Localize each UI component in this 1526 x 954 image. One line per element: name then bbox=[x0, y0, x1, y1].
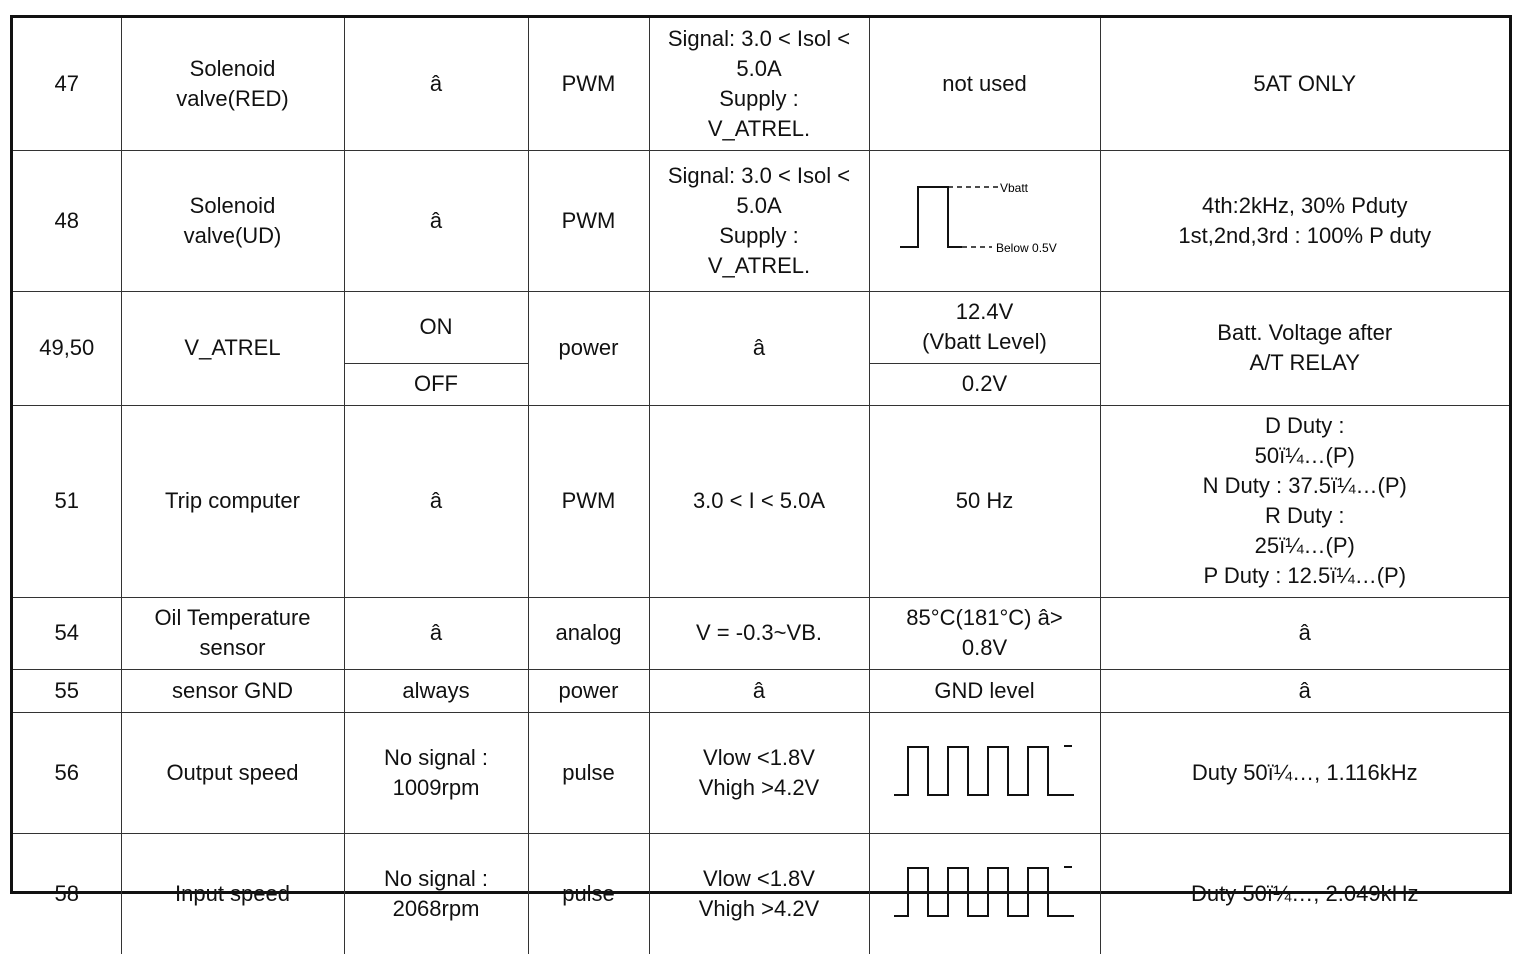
signal-name-cell: Oil Temperature sensor bbox=[121, 597, 344, 669]
pin-cell: 49,50 bbox=[13, 291, 121, 405]
type-cell: pulse bbox=[528, 712, 649, 833]
table-row bbox=[13, 291, 1509, 363]
type-cell: PWM bbox=[528, 150, 649, 291]
remarks-cell: Duty 50ï¼…, 1.116kHz bbox=[1100, 712, 1509, 833]
table-row bbox=[13, 597, 1509, 669]
remarks-cell: D Duty : 50ï¼…(P) N Duty : 37.5ï¼…(P) R Duty : 25ï¼…(P) P Duty : 12.5ï¼…(P) bbox=[1100, 405, 1509, 597]
spec-cell: Vlow <1.8V Vhigh >4.2V bbox=[649, 712, 869, 833]
value-on-cell: 12.4V (Vbatt Level) bbox=[869, 291, 1100, 363]
pwm-waveform-diagram bbox=[890, 181, 1080, 261]
type-cell: power bbox=[528, 291, 649, 405]
condition-cell: No signal : 2068rpm bbox=[344, 833, 528, 954]
condition-cell: â bbox=[344, 150, 528, 291]
remarks-cell: Duty 50ï¼…, 2.049kHz bbox=[1100, 833, 1509, 954]
spec-cell: Vlow <1.8V Vhigh >4.2V bbox=[649, 833, 869, 954]
waveform-cell bbox=[869, 833, 1100, 954]
condition-on-cell: ON bbox=[344, 291, 528, 363]
pin-cell: 56 bbox=[13, 712, 121, 833]
below-label: Below 0.5V bbox=[995, 240, 1057, 255]
signal-name-cell: Input speed bbox=[121, 833, 344, 954]
table-row bbox=[13, 669, 1509, 712]
type-cell: pulse bbox=[528, 833, 649, 954]
signal-name-cell: Trip computer bbox=[121, 405, 344, 597]
type-cell: PWM bbox=[528, 18, 649, 150]
condition-cell: No signal : 1009rpm bbox=[344, 712, 528, 833]
spec-cell: V = -0.3~VB. bbox=[649, 597, 869, 669]
condition-off-cell: OFF bbox=[344, 363, 528, 405]
spec-cell: 3.0 < I < 5.0A bbox=[649, 405, 869, 597]
signal-name-cell: V_ATREL bbox=[121, 291, 344, 405]
signal-name-cell: Output speed bbox=[121, 712, 344, 833]
condition-cell: â bbox=[344, 18, 528, 150]
pwm-waveform-trace bbox=[900, 187, 962, 247]
waveform-cell bbox=[869, 712, 1100, 833]
pulse-waveform-trace bbox=[894, 868, 1074, 916]
condition-cell: â bbox=[344, 597, 528, 669]
remarks-cell: â bbox=[1100, 597, 1509, 669]
type-cell: power bbox=[528, 669, 649, 712]
pin-cell: 51 bbox=[13, 405, 121, 597]
table-row bbox=[13, 833, 1509, 954]
type-cell: PWM bbox=[528, 405, 649, 597]
table-row bbox=[13, 18, 1509, 150]
pin-cell: 58 bbox=[13, 833, 121, 954]
signal-name-cell: Solenoid valve(UD) bbox=[121, 150, 344, 291]
remarks-cell: Batt. Voltage after A/T RELAY bbox=[1100, 291, 1509, 405]
spec-cell: â bbox=[649, 291, 869, 405]
remarks-cell: â bbox=[1100, 669, 1509, 712]
pulse-waveform-diagram bbox=[890, 743, 1080, 803]
value-cell: 50 Hz bbox=[869, 405, 1100, 597]
value-cell: not used bbox=[869, 18, 1100, 150]
remarks-cell: 5AT ONLY bbox=[1100, 18, 1509, 150]
condition-cell: â bbox=[344, 405, 528, 597]
value-cell: 85°C(181°C) â> 0.8V bbox=[869, 597, 1100, 669]
remarks-cell: 4th:2kHz, 30% Pduty 1st,2nd,3rd : 100% P duty bbox=[1100, 150, 1509, 291]
pulse-waveform-trace bbox=[894, 747, 1074, 795]
table-row bbox=[13, 712, 1509, 833]
value-cell: GND level bbox=[869, 669, 1100, 712]
pin-cell: 48 bbox=[13, 150, 121, 291]
signal-name-cell: Solenoid valve(RED) bbox=[121, 18, 344, 150]
spec-cell: â bbox=[649, 669, 869, 712]
table-row bbox=[13, 405, 1509, 597]
waveform-cell bbox=[869, 150, 1100, 291]
pin-cell: 54 bbox=[13, 597, 121, 669]
condition-cell: always bbox=[344, 669, 528, 712]
pin-spec-table-frame bbox=[10, 15, 1512, 921]
value-off-cell: 0.2V bbox=[869, 363, 1100, 405]
pin-cell: 47 bbox=[13, 18, 121, 150]
spec-cell: Signal: 3.0 < Isol < 5.0A Supply : V_ATREL. bbox=[649, 150, 869, 291]
pin-cell: 55 bbox=[13, 669, 121, 712]
vbatt-label: Vbatt bbox=[999, 180, 1028, 195]
spec-cell: Signal: 3.0 < Isol < 5.0A Supply : V_ATREL. bbox=[649, 18, 869, 150]
type-cell: analog bbox=[528, 597, 649, 669]
pin-spec-table bbox=[13, 18, 1509, 954]
signal-name-cell: sensor GND bbox=[121, 669, 344, 712]
table-row bbox=[13, 150, 1509, 291]
pulse-waveform-diagram bbox=[890, 864, 1080, 924]
